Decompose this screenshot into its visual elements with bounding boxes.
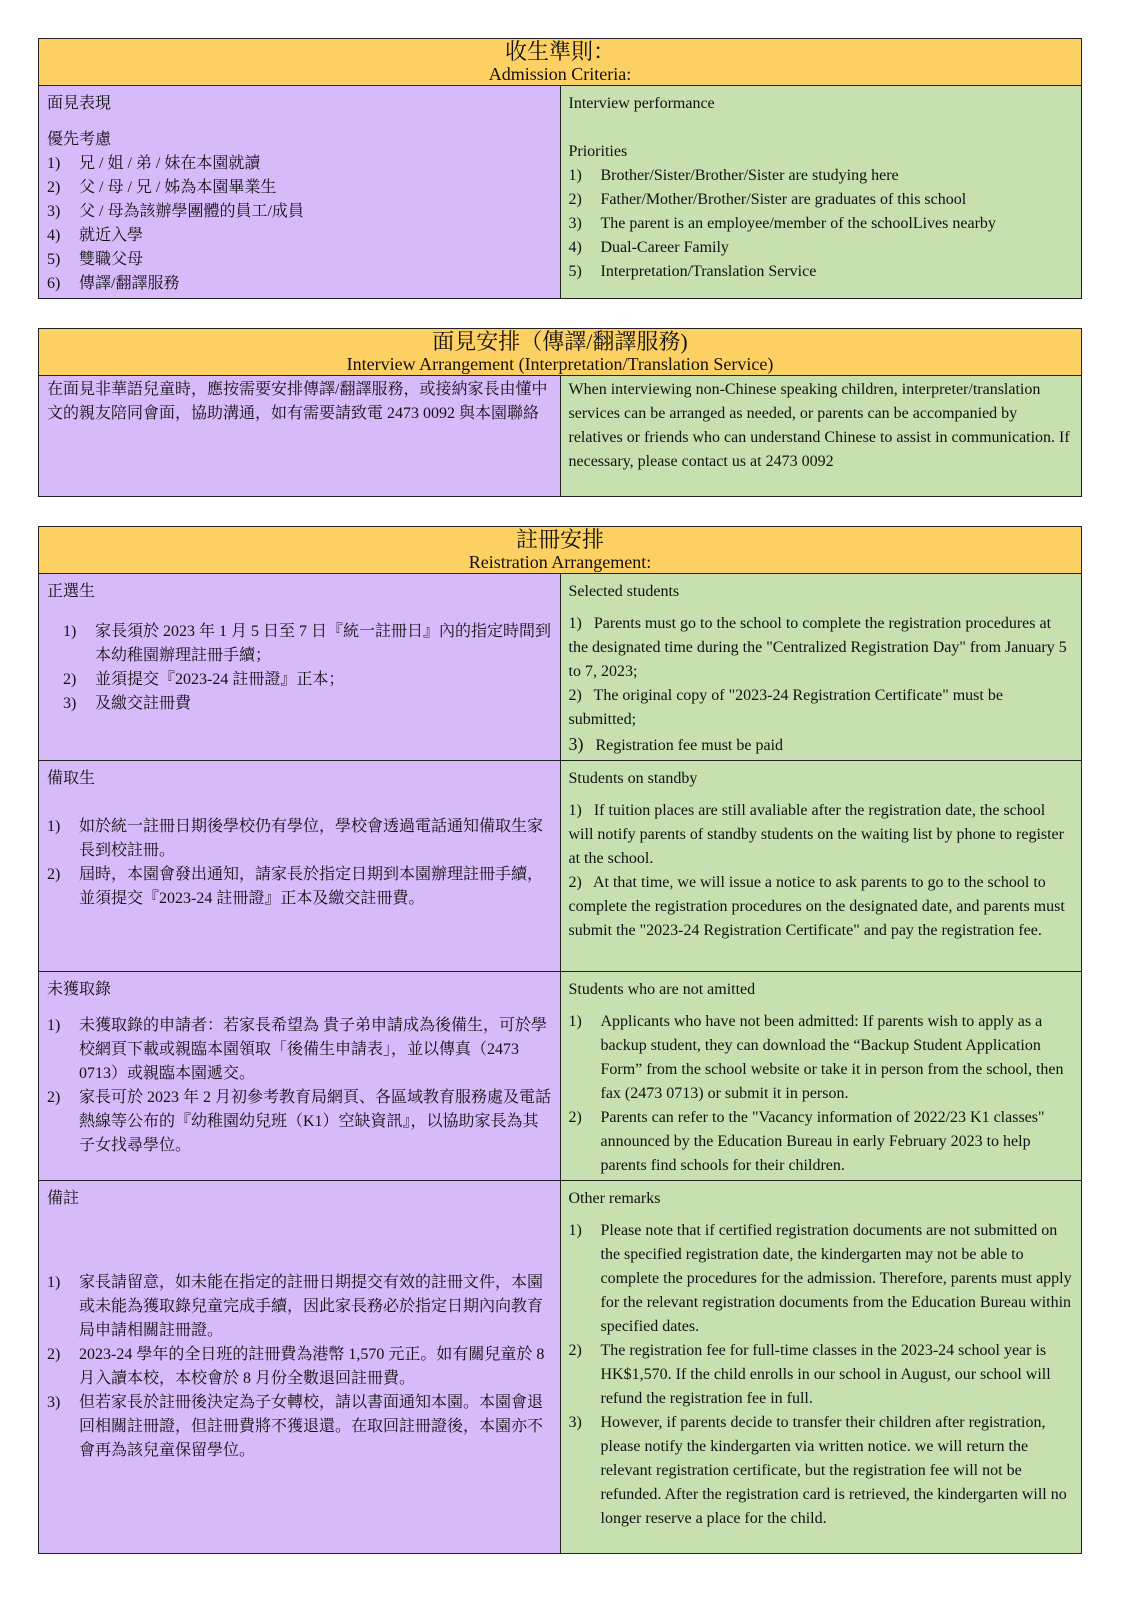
list-item: 1) If tuition places are still avaliable after the registration date, the school will notify parents of standby students on the waiting list by phone to register at the school. xyxy=(568,802,1064,867)
not-admitted-en-cell xyxy=(560,972,1082,1181)
list-item: 4) Dual-Career Family xyxy=(568,239,729,256)
list-item: 1) 家長須於 2023 年 1 月 5 日至 7 日『統一註冊日』內的指定時間到本幼稚園辦理註冊手續； xyxy=(63,623,552,664)
list-item: 1) 如於統一註冊日期後學校仍有學位，學校會透過電話通知備取生家長到校註冊。 xyxy=(47,818,544,859)
list-item: 2) Father/Mother/Brother/Sister are graduates of this school xyxy=(568,191,967,208)
selected-students-zh-cell xyxy=(39,574,561,761)
admission-title-en: Admission Criteria: xyxy=(488,64,632,85)
not-admitted-list-en xyxy=(569,1010,1074,1178)
priorities-list-zh xyxy=(47,152,552,296)
selected-students-list-zh xyxy=(47,620,552,716)
list-item: 2) 屆時，本園會發出通知，請家長於指定日期到本園辦理註冊手續，並須提交『2023-24 註冊證』正本及繳交註冊費。 xyxy=(47,866,544,907)
list-item: 1) Brother/Sister/Brother/Sister are studying here xyxy=(568,167,899,184)
interview-arrangement-header xyxy=(39,329,1082,376)
interview-arrangement-table xyxy=(38,328,1082,497)
list-item: 2) The registration fee for full-time classes in the 2023-24 school year is HK$1,570. If the child enrolls in our school in August, our school will refund the registration fee in full. xyxy=(568,1342,1051,1407)
not-admitted-zh-cell xyxy=(39,972,561,1181)
selected-students-title-zh: 正選生 xyxy=(47,583,96,600)
list-item: 2) 父 / 母 / 兄 / 姊為本園畢業生 xyxy=(47,179,277,196)
standby-students-title-zh: 備取生 xyxy=(47,770,96,787)
admission-criteria-header xyxy=(39,39,1082,86)
list-item: 2) 家長可於 2023 年 2 月初參考教育局網頁、各區域教育服務處及電話熱線等公布的『幼稚園幼兒班（K1）空缺資訊』，以協助家長為其子女找尋學位。 xyxy=(47,1089,552,1154)
remarks-en-cell xyxy=(560,1181,1082,1554)
interview-text-en: When interviewing non-Chinese speaking children, interpreter/translation services can be arranged as needed, or parents can be accompanied by relatives or friends who can understand Chinese to assist in communication. If necessary, please contact us at 2473 0092 xyxy=(568,381,1070,470)
list-item: 1) Applicants who have not been admitted: If parents wish to apply as a backup student, they can download the “Backup Student Application Form” from the school website or take it in person from the school, then fax (2473 0713) or submit it in person. xyxy=(568,1013,1064,1102)
interview-performance-en: Interview performance xyxy=(568,95,715,112)
interview-title-zh: 面見安排（傳譯/翻譯服務) xyxy=(432,329,688,354)
list-item: 3) Registration fee must be paid xyxy=(568,734,784,754)
list-item: 2) At that time, we will issue a notice to ask parents to go to the school to complete the registration procedures on the designated date, and parents must submit the "2023-24 Registration Certificate" and pay the registration fee. xyxy=(568,874,1065,939)
interview-zh-cell xyxy=(39,376,561,497)
remarks-list-en xyxy=(569,1219,1074,1531)
admission-zh-cell xyxy=(39,86,561,299)
list-item: 4) 就近入學 xyxy=(47,227,144,244)
admission-criteria-table xyxy=(38,38,1082,299)
list-item: 3) However, if parents decide to transfer their children after registration, please notify the kindergarten via written notice. we will return the relevant registration certificate, but the registration fee will not be refunded. After the registration card is retrieved, the kindergarten will no longer reserve a place for the child. xyxy=(568,1414,1067,1527)
interview-text-zh: 在面見非華語兒童時，應按需要安排傳譯/翻譯服務，或接納家長由懂中文的親友陪同會面，協助溝通，如有需要請致電 2473 0092 與本園聯絡 xyxy=(47,381,548,422)
priorities-list-en xyxy=(569,164,1074,284)
standby-students-zh-cell xyxy=(39,761,561,972)
standby-students-title-en: Students on standby xyxy=(568,770,698,787)
registration-title-zh: 註冊安排 xyxy=(515,527,604,552)
list-item: 1) 未獲取錄的申請者：若家長希望為 貴子弟申請成為後備生，可於學校網頁下載或親臨本園領取「後備生申請表」，並以傳真（2473 0713）或親臨本園遞交。 xyxy=(47,1017,548,1082)
selected-students-title-en: Selected students xyxy=(568,583,680,600)
not-admitted-title-en: Students who are not amitted xyxy=(568,981,756,998)
interview-title-en: Interview Arrangement (Interpretation/Translation Service) xyxy=(346,354,774,375)
list-item: 5) Interpretation/Translation Service xyxy=(568,263,817,280)
list-item: 3) 父 / 母為該辦學團體的員工/成員 xyxy=(47,203,304,220)
admission-en-cell xyxy=(560,86,1082,299)
registration-title-en: Reistration Arrangement: xyxy=(468,552,652,573)
list-item: 2) The original copy of "2023-24 Registration Certificate" must be submitted; xyxy=(568,687,1003,728)
not-admitted-list-zh xyxy=(47,1014,552,1158)
list-item: 1) Please note that if certified registration documents are not submitted on the specified registration date, the kindergarten may not be able to complete the procedures for the admission. Therefore, parents must apply for the relevant registration documents from the Education Bureau within specified dates. xyxy=(568,1222,1072,1335)
remarks-title-en: Other remarks xyxy=(568,1190,661,1207)
list-item: 3) 及繳交註冊費 xyxy=(63,695,192,712)
remarks-title-zh: 備註 xyxy=(47,1190,80,1207)
list-item: 3) 但若家長於註冊後決定為子女轉校，請以書面通知本園。本園會退回相關註冊證，但註冊費將不獲退還。在取回註冊證後，本園亦不會再為該兒童保留學位。 xyxy=(47,1394,544,1459)
selected-students-list-en xyxy=(569,612,1074,758)
list-item: 2) 2023-24 學年的全日班的註冊費為港幣 1,570 元正。如有關兒童於 8 月入讀本校，本校會於 8 月份全數退回註冊費。 xyxy=(47,1346,545,1387)
not-admitted-title-zh: 未獲取錄 xyxy=(47,981,112,998)
standby-students-list-zh xyxy=(47,815,552,911)
list-item: 5) 雙職父母 xyxy=(47,251,144,268)
list-item: 2) Parents can refer to the "Vacancy information of 2022/23 K1 classes" announced by the Education Bureau in early February 2023 to help parents find schools for their children. xyxy=(568,1109,1045,1174)
registration-arrangement-table xyxy=(38,526,1082,1554)
remarks-zh-cell xyxy=(39,1181,561,1554)
priorities-title-en: Priorities xyxy=(568,143,628,160)
interview-en-cell xyxy=(560,376,1082,497)
registration-arrangement-header xyxy=(39,527,1082,574)
list-item: 3) The parent is an employee/member of the schoolLives nearby xyxy=(568,215,996,232)
standby-students-en-cell xyxy=(560,761,1082,972)
priorities-title-zh: 優先考慮 xyxy=(47,131,112,148)
remarks-list-zh xyxy=(47,1271,552,1463)
interview-performance-zh: 面見表現 xyxy=(47,95,112,112)
list-item: 2) 並須提交『2023-24 註冊證』正本； xyxy=(63,671,345,688)
list-item: 1) Parents must go to the school to complete the registration procedures at the designated time during the "Centralized Registration Day" from January 5 to 7, 2023; xyxy=(568,615,1067,680)
admission-title-zh: 收生準則： xyxy=(504,39,615,64)
list-item: 1) 家長請留意，如未能在指定的註冊日期提交有效的註冊文件，本園或未能為獲取錄兒童完成手續，因此家長務必於指定日期內向教育局申請相關註冊證。 xyxy=(47,1274,544,1339)
standby-students-list-en xyxy=(569,799,1074,943)
list-item: 1) 兄 / 姐 / 弟 / 妹在本園就讀 xyxy=(47,155,261,172)
selected-students-en-cell xyxy=(560,574,1082,761)
list-item: 6) 傳譯/翻譯服務 xyxy=(47,275,180,292)
